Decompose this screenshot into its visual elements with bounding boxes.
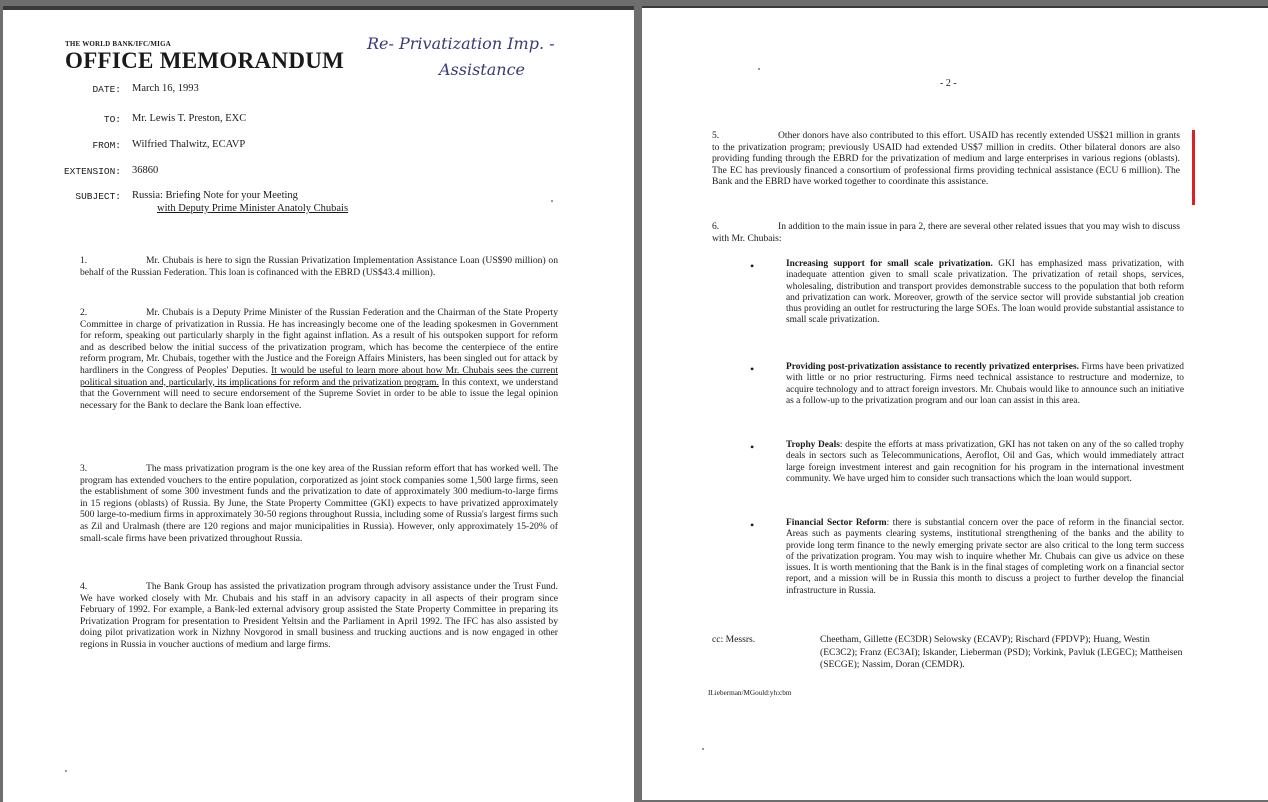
- paragraph-number: 2.: [80, 307, 88, 318]
- extension-label: EXTENSION:: [63, 166, 121, 177]
- paragraph-text: The Bank Group has assisted the privatization program through advisory assistance under the Trust Fund. We have worked closely with Mr. Chubais and his staff in an advisory capacity in all aspects of their program since February of 1992. For example, a Bank-led external advisory group assisted the State Property Committee in preparing its Privatization Program for presentation to President Yeltsin and the Parliament in April 1992. The IFC has also assisted by doing pilot privatization work in Nizhny Novgorod in small business and trucking auctions and is now engaged in other regions in Russia in voucher auctions of medium and large firms.: [80, 581, 558, 650]
- paragraph-text: Mr. Chubais is here to sign the Russian Privatization Implementation Assistance Loan (US$90 million) on behalf of the Russian Federation. This loan is cofinanced with the EBRD (US$43.4 million).: [80, 255, 558, 278]
- bullet-text: : despite the efforts at mass privatization, GKI has not taken on any of the so called trophy deals in sectors such as Telecommunications, Aeroflot, Oil and Gas, which would immediately attract large foreign investment interest and gain recognition for his program in the international investment community. We have urged him to consider such transactions which the loan would support.: [786, 440, 1184, 484]
- subject-line2: with Deputy Prime Minister Anatoly Chubais: [157, 203, 349, 214]
- to-label: TO:: [103, 114, 121, 125]
- page-number: - 2 -: [940, 78, 957, 89]
- to-value: Mr. Lewis T. Preston, EXC: [132, 113, 247, 124]
- bullet-title: Trophy Deals: [786, 440, 840, 450]
- handwritten-note-line1: Re- Privatization Imp. -: [367, 34, 555, 53]
- paragraph-3: [80, 463, 558, 544]
- bullet-item: [786, 518, 1184, 597]
- from-label: FROM:: [92, 140, 121, 151]
- paragraph-4: [80, 581, 558, 651]
- from-value: Wilfried Thalwitz, ECAVP: [132, 139, 246, 150]
- paragraph-text: In addition to the main issue in para 2, there are several other related issues that you may wish to discuss with Mr. Chubais:: [712, 221, 1180, 244]
- margin-mark: [1192, 130, 1195, 205]
- paragraph-6: [712, 221, 1180, 244]
- paragraph-number: 3.: [80, 463, 88, 474]
- paragraph-text: Other donors have also contributed to this effort. USAID has recently extended US$21 million in grants to the privatization program; previously USAID had extended US$7 million in credits. Other bilateral donors are also providing funding through the EBRD for the privatization of medium and large enterprises in various regions (oblasts). The EC has previously financed a consortium of professional firms providing technical assistance (ECU 6 million). The Bank and the EBRD have worked together to coordinate this assistance.: [712, 130, 1180, 188]
- subject-label: SUBJECT:: [75, 191, 121, 202]
- paragraph-number: 6.: [712, 221, 720, 232]
- paragraph-text: The mass privatization program is the one key area of the Russian reform effort that has worked well. The program has extended vouchers to the entire population, corporatized as joint stock companies some 1,500 large firms, seen the establishment of some 300 investment funds and the privatization to date of approximately 300 medium-to-large firms in 15 regions (oblasts) of Russia. By June, the State Property Committee (GKI) expects to have privatized approximately 500 large-to-medium firms in approximately 30-50 regions throughout Russia, including some of Russia's largest firms such as Zil and Uralmash (there are 120 regions and major municipalities in Russia). However, only approximately 15-20% of small-scale firms have been privatized throughout Russia.: [80, 463, 558, 544]
- paragraph-number: 1.: [80, 255, 88, 266]
- extension-value: 36860: [132, 165, 159, 176]
- bullet-title: Providing post-privatization assistance to recently privatized enterprises.: [786, 362, 1079, 372]
- date-value: March 16, 1993: [132, 83, 199, 94]
- organization-name: THE WORLD BANK/IFC/MIGA: [65, 40, 171, 48]
- memo-page-2: [642, 6, 1268, 800]
- bullet-text: : there is substantial concern over the pace of reform in the financial sector. Areas such as payments clearing systems, institutional strengthening of the banks and the ability to provide long term finance to the newly emerging private sector are also critical to the long term success of the privatization program. You may wish to inquire whether Mr. Chubais can give us advice on these issues. It is worth mentioning that the Bank is in the final stages of completing work on a financial sector report, and a mission will be in Russia this month to discuss a project to further develop the financial infrastructure in Russia.: [786, 518, 1184, 596]
- paragraph-number: 4.: [80, 581, 88, 592]
- cc-label: cc: Messrs.: [712, 634, 756, 645]
- date-label: DATE:: [92, 84, 121, 95]
- paragraph-2: [80, 307, 558, 411]
- bullet-item: [786, 259, 1184, 327]
- paragraph-number: 5.: [712, 130, 720, 141]
- bullet-text: GKI has emphasized mass privatization, with inadequate attention given to small scale privatization. The privatization of retail shops, services, wholesaling, distribution and transport provides demonstrable success to the population that both reform and privatization can work. Moreover, growth of the service sector will provide substantial job creation thus providing an outlet for restructuring the large SOEs. The loan would provide substantial assistance to small scale privatization.: [786, 259, 1184, 326]
- bullet-text: Firms have been privatized with little or no prior restructuring. Firms need technical assistance to restructure and modernize, to acquire technology and to attract foreign investors. Mr. Chubais would like to announce such an initiative as a follow-up to the privatization program and our loan can assist in this area.: [786, 362, 1184, 406]
- bullet-icon: •: [750, 362, 755, 376]
- memo-page-1: [3, 6, 634, 802]
- bullet-icon: •: [750, 518, 755, 532]
- bullet-title: Financial Sector Reform: [786, 518, 887, 528]
- bullet-item: [786, 362, 1184, 407]
- bullet-item: [786, 440, 1184, 485]
- paragraph-5: [712, 130, 1180, 188]
- bullet-title: Increasing support for small scale privatization.: [786, 259, 993, 269]
- underlined-request: It would be useful to learn more about how Mr. Chubais sees the current political situation and, particularly, its implications for reform and the privatization program.: [80, 364, 559, 388]
- cc-recipients: Cheetham, Gillette (EC3DR) Selowsky (ECAVP); Rischard (FPDVP); Huang, Westin (EC3C2); Franz (EC3AI); Iskander, Lieberman (PSD); Vorkink, Pavluk (LEGEC); Mattheisen (SECGE); Nassim, Doran (CEMDR).: [820, 634, 1183, 671]
- paragraph-1: [80, 255, 558, 278]
- bullet-icon: •: [750, 259, 755, 273]
- bullet-icon: •: [750, 440, 755, 454]
- typist-initials: ILieberman/MGould:yh:cbm: [708, 689, 792, 697]
- handwritten-note-line2: Assistance: [439, 60, 526, 79]
- memo-title: OFFICE MEMORANDUM: [65, 48, 345, 73]
- subject-line1: Russia: Briefing Note for your Meeting: [132, 190, 298, 201]
- paragraph-text: Mr. Chubais is a Deputy Prime Minister of the Russian Federation and the Chairman of the State Property Committee in charge of privatization in Russia. He has increasingly become one of the leading spokesmen in Government for reform, speaking out particularly sharply in the fight against inflation. As a result of his outspoken support for reform and as described below the initial success of the privatization program, which has become the centerpiece of the entire reform program, Mr. Chubais, together with the Justice and the Foreign Affairs Ministers, has been singled out for attack by hardliners in the Congress of Peoples' Deputies.: [80, 307, 558, 376]
- paragraph-text-continued: In this context, we understand that the Government will need to secure endorsement of the Supreme Soviet in order to be able to issue the legal opinion necessary for the Bank to declare the Bank loan effective.: [80, 376, 558, 411]
